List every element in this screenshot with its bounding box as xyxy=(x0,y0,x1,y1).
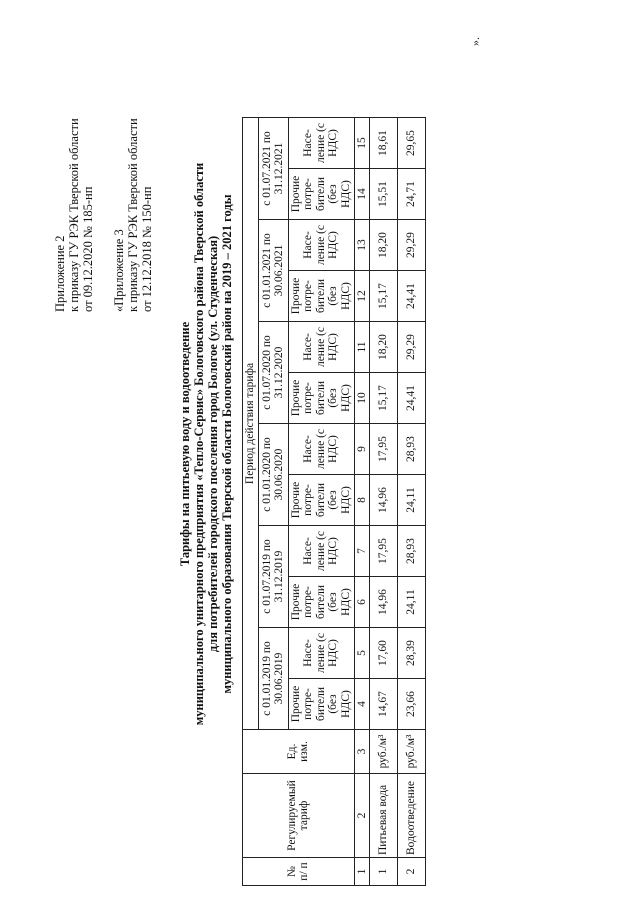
annex-current-line2: к приказу ГУ РЭК Тверской области xyxy=(67,118,81,312)
annex-current-line3: от 09.12.2020 № 185-нп xyxy=(81,186,95,312)
tariff-value: 24,71 xyxy=(398,169,426,220)
title-line4: муниципального образования Тверской области Бологовский район на 2019 – 2021 годы xyxy=(220,194,234,694)
subheader-other: Прочие потре- бители (без НДС) xyxy=(288,373,354,424)
title-line2: муниципального унитарного предприятия «Тепло-Сервис» Бологовского района Тверской области xyxy=(192,162,206,726)
tariff-value: 28,93 xyxy=(398,424,426,475)
tariff-value: 28,93 xyxy=(398,526,426,577)
header-num: № п/ п xyxy=(243,858,355,886)
tariff-value: 18,61 xyxy=(370,118,398,169)
column-number: 9 xyxy=(354,424,370,475)
row-unit: руб./м³ xyxy=(398,730,426,774)
tariff-value: 14,96 xyxy=(370,475,398,526)
period-header: с 01.07.2019 по 31.12.2019 xyxy=(258,526,288,628)
column-number: 11 xyxy=(354,322,370,373)
row-tariff-name: Водоотведение xyxy=(398,774,426,858)
annex-current-header xyxy=(53,72,95,312)
header-unit: Ед. изм. xyxy=(243,730,355,774)
header-period: Период действия тарифа xyxy=(243,118,259,730)
column-number: 6 xyxy=(354,577,370,628)
table-row xyxy=(398,118,426,886)
period-header: с 01.01.2019 по 30.06.2019 xyxy=(258,628,288,730)
column-number: 14 xyxy=(354,169,370,220)
tariff-value: 24,41 xyxy=(398,373,426,424)
tariff-value: 29,65 xyxy=(398,118,426,169)
column-number: 8 xyxy=(354,475,370,526)
subheader-population: Насе- ление (с НДС) xyxy=(288,526,354,577)
document-title xyxy=(178,44,234,844)
subheader-population: Насе- ление (с НДС) xyxy=(288,220,354,271)
row-unit: руб./м³ xyxy=(370,730,398,774)
row-number: 1 xyxy=(370,858,398,886)
tariff-value: 15,51 xyxy=(370,169,398,220)
period-header: с 01.01.2020 по 30.06.2020 xyxy=(258,424,288,526)
row-tariff-name: Питьевая вода xyxy=(370,774,398,858)
column-number: 2 xyxy=(354,774,370,858)
column-number: 10 xyxy=(354,373,370,424)
period-header: с 01.07.2020 по 31.12.2020 xyxy=(258,322,288,424)
subheader-other: Прочие потре- бители (без НДС) xyxy=(288,679,354,730)
subheader-other: Прочие потре- бители (без НДС) xyxy=(288,577,354,628)
column-number: 5 xyxy=(354,628,370,679)
annex-previous-header xyxy=(112,52,154,312)
tariff-value: 23,66 xyxy=(398,679,426,730)
closing-quote-mark: ». xyxy=(468,37,482,46)
tariff-value: 14,67 xyxy=(370,679,398,730)
annex-current-line1: Приложение 2 xyxy=(53,235,67,312)
tariff-value: 24,41 xyxy=(398,271,426,322)
annex-previous-line2: к приказу ГУ РЭК Тверской области xyxy=(126,118,140,312)
subheader-other: Прочие потре- бители (без НДС) xyxy=(288,169,354,220)
tariff-value: 29,29 xyxy=(398,220,426,271)
column-number: 15 xyxy=(354,118,370,169)
subheader-other: Прочие потре- бители (без НДС) xyxy=(288,271,354,322)
column-number: 12 xyxy=(354,271,370,322)
column-number: 7 xyxy=(354,526,370,577)
tariff-value: 17,95 xyxy=(370,526,398,577)
annex-previous-line1: «Приложение 3 xyxy=(112,229,126,312)
tariff-value: 24,11 xyxy=(398,577,426,628)
tariff-value: 18,20 xyxy=(370,220,398,271)
period-header: с 01.07.2021 по 31.12.2021 xyxy=(258,118,288,220)
column-number: 4 xyxy=(354,679,370,730)
tariff-value: 18,20 xyxy=(370,322,398,373)
column-number-row xyxy=(354,118,370,886)
tariff-value: 17,95 xyxy=(370,424,398,475)
row-number: 2 xyxy=(398,858,426,886)
column-number: 1 xyxy=(354,858,370,886)
tariff-value: 15,17 xyxy=(370,373,398,424)
tariff-value: 29,29 xyxy=(398,322,426,373)
subheader-population: Насе- ление (с НДС) xyxy=(288,322,354,373)
tariff-table xyxy=(242,117,426,886)
tariff-value: 17,60 xyxy=(370,628,398,679)
subheader-other: Прочие потре- бители (без НДС) xyxy=(288,475,354,526)
annex-previous-line3: от 12.12.2018 № 150-нп xyxy=(140,186,154,312)
table-row xyxy=(370,118,398,886)
header-tariff: Регулируемый тариф xyxy=(243,774,355,858)
period-header: с 01.01.2021 по 30.06.2021 xyxy=(258,220,288,322)
tariff-value: 15,17 xyxy=(370,271,398,322)
subheader-population: Насе- ление (с НДС) xyxy=(288,628,354,679)
subheader-population: Насе- ление (с НДС) xyxy=(288,424,354,475)
tariff-value: 24,11 xyxy=(398,475,426,526)
subheader-population: Насе- ление (с НДС) xyxy=(288,118,354,169)
column-number: 13 xyxy=(354,220,370,271)
title-line1: Тарифы на питьевую воду и водоотведение xyxy=(178,321,192,567)
tariff-value: 28,39 xyxy=(398,628,426,679)
title-line3: для потребителей городского поселения город Бологое (ул. Студенческая) xyxy=(206,235,220,653)
column-number: 3 xyxy=(354,730,370,774)
tariff-value: 14,96 xyxy=(370,577,398,628)
